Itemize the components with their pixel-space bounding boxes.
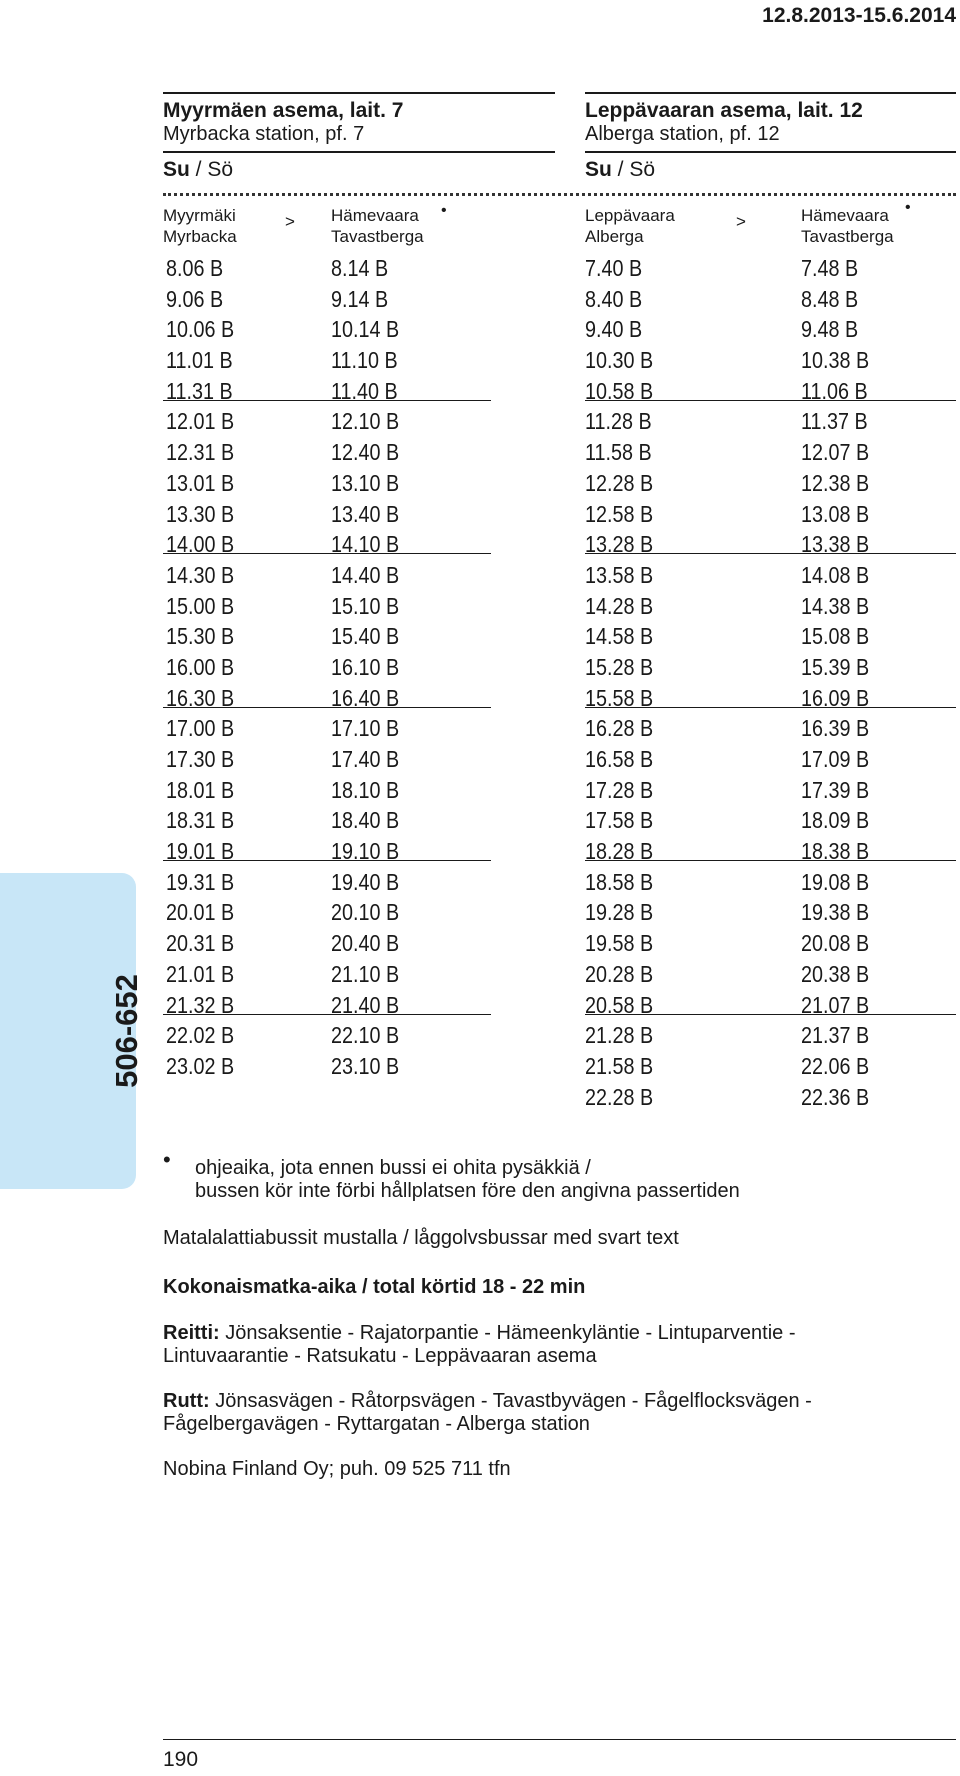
left-arr-time: 12.40 B: [331, 439, 400, 466]
route-sv: Rutt: Jönsasvägen - Råtorpsvägen - Tavastbyvägen - Fågelflocksvägen - Fågelbergavägen - Ryttargatan - Alberga station: [163, 1390, 812, 1435]
left-dep-time: 10.06 B: [166, 316, 235, 343]
right-arr-time: 22.06 B: [801, 1052, 870, 1079]
right-dep-time: 20.28 B: [585, 960, 654, 987]
left-arr-time: 10.14 B: [331, 316, 400, 343]
total-time-note: Kokonaismatka-aika / total körtid 18 - 22 min: [163, 1276, 586, 1298]
right-dep-time: 21.58 B: [585, 1052, 654, 1079]
right-stop-title: Leppävaaran asema, lait. 12: [585, 99, 863, 122]
left-dep-time: 18.31 B: [166, 807, 235, 834]
lowfloor-note: Matalalattiabussit mustalla / låggolvsbussar med svart text: [163, 1227, 679, 1249]
right-arr-time: 15.08 B: [801, 623, 870, 650]
right-from-stop: Leppävaara Alberga: [585, 206, 675, 246]
right-arr-time: 22.36 B: [801, 1083, 870, 1110]
right-arr-time: 13.38 B: [801, 531, 870, 558]
left-dep-time: 13.30 B: [166, 500, 235, 527]
right-arr-time: 17.09 B: [801, 746, 870, 772]
group-line: [585, 707, 956, 708]
group-line: [585, 1014, 956, 1015]
group-line: [163, 553, 491, 554]
operator-note: Nobina Finland Oy; puh. 09 525 711 tfn: [163, 1458, 511, 1480]
right-arr-time: 10.38 B: [801, 347, 870, 374]
left-dep-time: 9.06 B: [166, 285, 224, 312]
right-arr-time: 18.38 B: [801, 838, 870, 865]
timing-note: ohjeaika, jota ennen bussi ei ohita pysäkkiä / bussen kör inte förbi hållplatsen före den angivna passertiden: [195, 1157, 740, 1202]
right-dep-time: 8.40 B: [585, 285, 643, 312]
right-dep-time: 21.28 B: [585, 1022, 654, 1049]
timing-point-dot: •: [441, 202, 447, 219]
left-dep-time: 11.31 B: [166, 377, 233, 404]
right-arr-time: 21.07 B: [801, 991, 870, 1018]
left-dep-time: 17.30 B: [166, 746, 235, 772]
right-dep-time: 7.40 B: [585, 255, 643, 281]
route-number: 506-652: [109, 974, 144, 1088]
right-dep-time: 11.58 B: [585, 439, 652, 466]
left-arr-time: 9.14 B: [331, 285, 389, 312]
top-rule-right: [585, 92, 956, 94]
left-arr-time: 23.10 B: [331, 1052, 400, 1079]
right-dep-time: 14.28 B: [585, 592, 654, 619]
left-dep-time: 14.30 B: [166, 561, 235, 588]
right-arr-time: 14.38 B: [801, 592, 870, 619]
footer-rule: [163, 1739, 956, 1740]
left-day-label: Su / Sö: [163, 158, 234, 181]
right-dep-time: 11.28 B: [585, 408, 652, 435]
left-arr-time: 16.10 B: [331, 653, 400, 680]
right-dep-time: 10.30 B: [585, 347, 654, 374]
left-from-stop: Myyrmäki Myrbacka: [163, 206, 237, 246]
right-dep-time: 12.28 B: [585, 469, 654, 496]
right-dep-time: 17.28 B: [585, 776, 654, 803]
left-dep-time: 8.06 B: [166, 255, 224, 281]
left-arr-time: 20.10 B: [331, 899, 400, 926]
right-arr-time: 20.38 B: [801, 960, 870, 987]
left-arrival-column: [331, 253, 410, 1082]
left-dep-time: 12.31 B: [166, 439, 235, 466]
left-dep-time: 15.00 B: [166, 592, 235, 619]
header-rule-left: [163, 151, 555, 153]
right-dep-time: 15.58 B: [585, 684, 654, 711]
left-arr-time: 19.40 B: [331, 868, 400, 895]
left-dep-time: 16.00 B: [166, 653, 235, 680]
left-arr-time: 14.10 B: [331, 531, 400, 558]
left-departure-column: [166, 253, 245, 1082]
left-stop-subtitle: Myrbacka station, pf. 7: [163, 123, 365, 145]
left-dep-time: 21.01 B: [166, 960, 235, 987]
left-arr-time: 15.10 B: [331, 592, 400, 619]
top-rule-left: [163, 92, 555, 94]
left-arr-time: 19.10 B: [331, 838, 400, 865]
left-arr-time: 20.40 B: [331, 930, 400, 957]
left-dep-time: 23.02 B: [166, 1052, 235, 1079]
right-arr-time: 16.09 B: [801, 684, 870, 711]
left-arr-time: 18.10 B: [331, 776, 400, 803]
left-dep-time: 13.01 B: [166, 469, 235, 496]
right-arr-time: 18.09 B: [801, 807, 870, 834]
page-number: 190: [163, 1748, 199, 1771]
right-arr-time: 17.39 B: [801, 776, 870, 803]
left-dep-time: 19.01 B: [166, 838, 235, 865]
left-arr-time: 17.40 B: [331, 746, 400, 772]
left-direction-arrow: >: [285, 212, 295, 231]
left-arr-time: 12.10 B: [331, 408, 400, 435]
right-arr-time: 13.08 B: [801, 500, 870, 527]
right-arr-time: 9.48 B: [801, 316, 859, 343]
right-stop-subtitle: Alberga station, pf. 12: [585, 123, 780, 145]
left-arr-time: 13.10 B: [331, 469, 400, 496]
left-arr-time: 14.40 B: [331, 561, 400, 588]
left-dep-time: 22.02 B: [166, 1022, 235, 1049]
left-to-stop: Hämevaara Tavastberga: [331, 206, 424, 246]
group-line: [163, 400, 491, 401]
validity-period: 12.8.2013-15.6.2014: [762, 4, 956, 27]
right-dep-time: 12.58 B: [585, 500, 654, 527]
left-stop-title: Myyrmäen asema, lait. 7: [163, 99, 404, 122]
left-dep-time: 14.00 B: [166, 531, 235, 558]
right-arr-time: 19.38 B: [801, 899, 870, 926]
right-dep-time: 22.28 B: [585, 1083, 654, 1110]
left-dep-time: 17.00 B: [166, 715, 235, 742]
group-line: [163, 860, 491, 861]
right-dep-time: 19.28 B: [585, 899, 654, 926]
left-arr-time: 11.10 B: [331, 347, 398, 374]
left-arr-time: 21.40 B: [331, 991, 400, 1018]
group-line: [585, 860, 956, 861]
right-arr-time: 21.37 B: [801, 1022, 870, 1049]
group-line: [163, 707, 491, 708]
right-dep-time: 19.58 B: [585, 930, 654, 957]
left-dep-time: 20.01 B: [166, 899, 235, 926]
left-dep-time: 18.01 B: [166, 776, 235, 803]
left-dep-time: 20.31 B: [166, 930, 235, 957]
left-arr-time: 22.10 B: [331, 1022, 400, 1049]
right-dep-time: 16.28 B: [585, 715, 654, 742]
right-dep-time: 15.28 B: [585, 653, 654, 680]
right-departure-column: [585, 253, 664, 1112]
left-arr-time: 17.10 B: [331, 715, 400, 742]
right-arr-time: 7.48 B: [801, 255, 859, 281]
dotted-separator: [163, 193, 956, 196]
left-arr-time: 8.14 B: [331, 255, 389, 281]
right-direction-arrow: >: [736, 212, 746, 231]
left-dep-time: 16.30 B: [166, 684, 235, 711]
left-arr-time: 13.40 B: [331, 500, 400, 527]
group-line: [585, 553, 956, 554]
right-dep-time: 18.28 B: [585, 838, 654, 865]
route-fi: Reitti: Jönsaksentie - Rajatorpantie - Hämeenkyläntie - Lintuparventie - Lintuvaarantie - Ratsukatu - Leppävaaran asema: [163, 1322, 796, 1367]
left-dep-time: 11.01 B: [166, 347, 233, 374]
left-dep-time: 21.32 B: [166, 991, 235, 1018]
right-dep-time: 10.58 B: [585, 377, 654, 404]
right-dep-time: 18.58 B: [585, 868, 654, 895]
right-arrival-column: [801, 253, 880, 1112]
right-dep-time: 13.28 B: [585, 531, 654, 558]
right-arr-time: 15.39 B: [801, 653, 870, 680]
left-arr-time: 21.10 B: [331, 960, 400, 987]
group-line: [163, 1014, 491, 1015]
left-dep-time: 19.31 B: [166, 868, 235, 895]
left-dep-time: 15.30 B: [166, 623, 235, 650]
left-arr-time: 11.40 B: [331, 377, 398, 404]
right-dep-time: 13.58 B: [585, 561, 654, 588]
right-day-label: Su / Sö: [585, 158, 656, 181]
left-arr-time: 18.40 B: [331, 807, 400, 834]
right-dep-time: 9.40 B: [585, 316, 643, 343]
right-dep-time: 20.58 B: [585, 991, 654, 1018]
right-to-stop: Hämevaara Tavastberga: [801, 206, 894, 246]
right-dep-time: 14.58 B: [585, 623, 654, 650]
right-arr-time: 14.08 B: [801, 561, 870, 588]
right-dep-time: 17.58 B: [585, 807, 654, 834]
right-arr-time: 20.08 B: [801, 930, 870, 957]
left-arr-time: 15.40 B: [331, 623, 400, 650]
right-arr-time: 12.38 B: [801, 469, 870, 496]
left-arr-time: 16.40 B: [331, 684, 400, 711]
note-bullet: •: [163, 1147, 171, 1172]
right-arr-time: 11.37 B: [801, 408, 868, 435]
header-rule-right: [585, 151, 956, 153]
right-arr-time: 8.48 B: [801, 285, 859, 312]
right-arr-time: 12.07 B: [801, 439, 870, 466]
right-arr-time: 16.39 B: [801, 715, 870, 742]
right-arr-time: 19.08 B: [801, 868, 870, 895]
right-dep-time: 16.58 B: [585, 746, 654, 772]
right-arr-time: 11.06 B: [801, 377, 868, 404]
left-dep-time: 12.01 B: [166, 408, 235, 435]
timing-point-dot: •: [905, 199, 911, 216]
group-line: [585, 400, 956, 401]
